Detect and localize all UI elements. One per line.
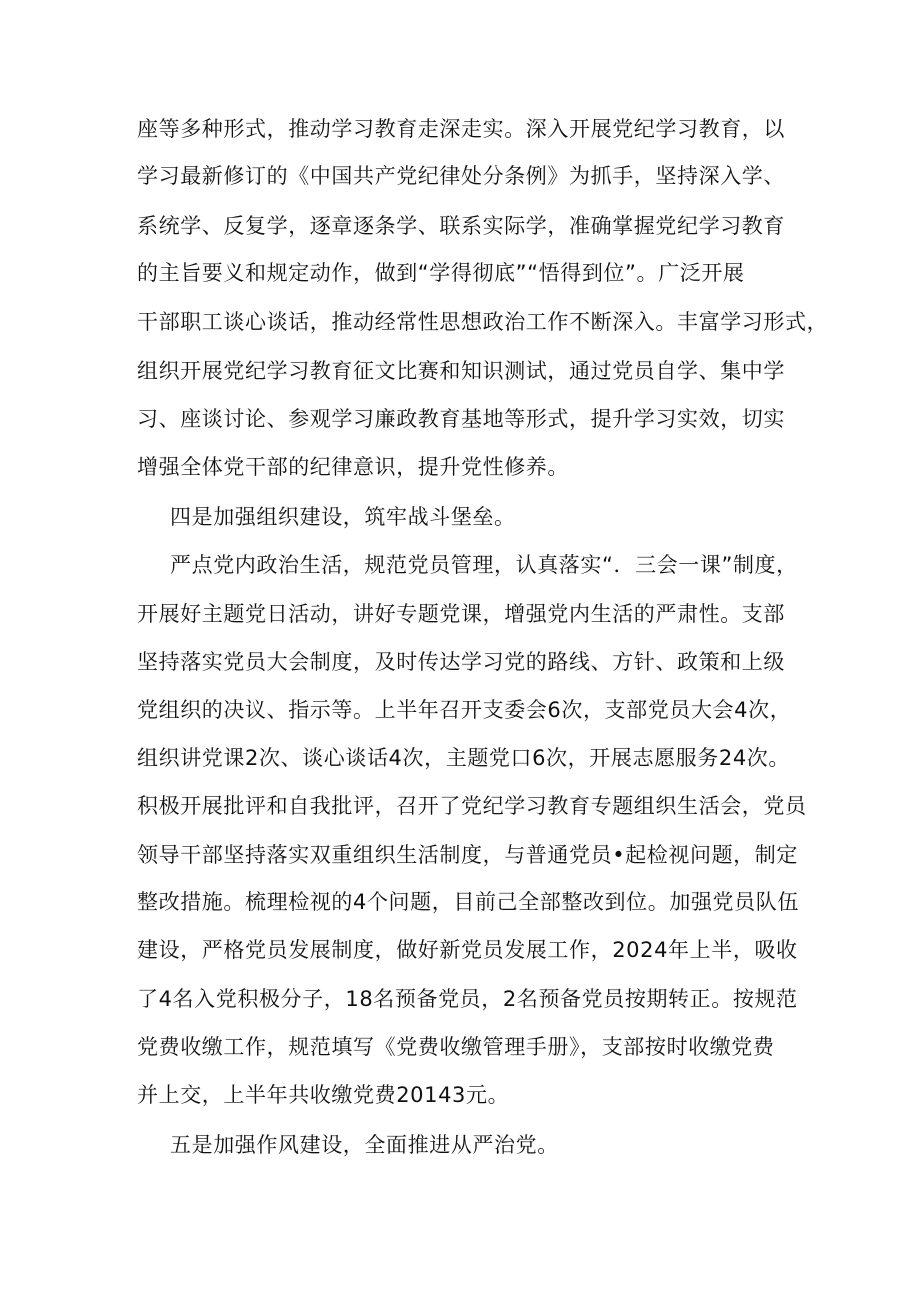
text-line-14: 积极开展批评和自我批评，召开了党纪学习教育专题组织生活会，党员 bbox=[137, 794, 807, 818]
text-line-5: 干部职工谈心谈话，推动经常性思想政治工作不断深入。丰富学习形式， bbox=[137, 310, 829, 334]
text-line-20: 并上交，上半年共收缴党费20143元。 bbox=[137, 1083, 510, 1107]
text-line-4: 的主旨要义和规定动作，做到“学得彻底”“悟得到位”。广泛开展 bbox=[137, 261, 745, 285]
text-line-13: 组织讲党课2次、谈心谈话4次，主题党口6次，开展志愿服务24次。 bbox=[137, 746, 791, 770]
text-line-17: 建设，严格党员发展制度，做好新党员发展工作，2024年上半，吸收 bbox=[137, 938, 798, 962]
section-heading-4: 四是加强组织建设，筑牢战斗堡垒。 bbox=[170, 505, 516, 529]
text-line-12: 党组织的决议、指示等。上半年召开支委会6次，支部党员大会4次， bbox=[137, 698, 792, 722]
text-line-9: 严点党内政治生活，规范党员管理，认真落实“．三会一课”制度， bbox=[170, 553, 798, 577]
text-line-18: 了4名入党积极分子，18名预备党员，2名预备党员按期转正。按规范 bbox=[137, 987, 798, 1011]
text-line-19: 党费收缴工作，规范填写《党费收缴管理手册》，支部按时收缴党费 bbox=[137, 1035, 775, 1059]
text-line-8: 增强全体党干部的纪律意识，提升党性修养。 bbox=[137, 455, 569, 479]
text-line-2: 学习最新修订的《中国共产党纪律处分条例》为抓手，坚持深入学、 bbox=[137, 164, 785, 188]
text-line-7: 习、座谈讨论、参观学习廉政教育基地等形式，提升学习实效，切实 bbox=[137, 407, 785, 431]
text-line-15: 领导干部坚持落实双重组织生活制度，与普通党员•起检视问题，制定 bbox=[137, 843, 798, 867]
text-line-3: 系统学、反复学，逐章逐条学、联系实际学，准确掌握党纪学习教育 bbox=[137, 214, 785, 238]
text-line-11: 坚持落实党员大会制度，及时传达学习党的路线、方针、政策和上级 bbox=[137, 650, 785, 674]
text-line-16: 整改措施。梳理检视的4个问题，目前己全部整改到位。加强党员队伍 bbox=[137, 890, 799, 914]
text-line-10: 开展好主题党日活动，讲好专题党课，增强党内生活的严肃性。支部 bbox=[137, 602, 785, 626]
text-line-1: 座等多种形式，推动学习教育走深走实。深入开展党纪学习教育，以 bbox=[137, 117, 785, 141]
section-heading-5: 五是加强作风建设，全面推进从严治党。 bbox=[170, 1133, 559, 1157]
text-line-6: 组织开展党纪学习教育征文比赛和知识测试，通过党员自学、集中学 bbox=[137, 359, 785, 383]
